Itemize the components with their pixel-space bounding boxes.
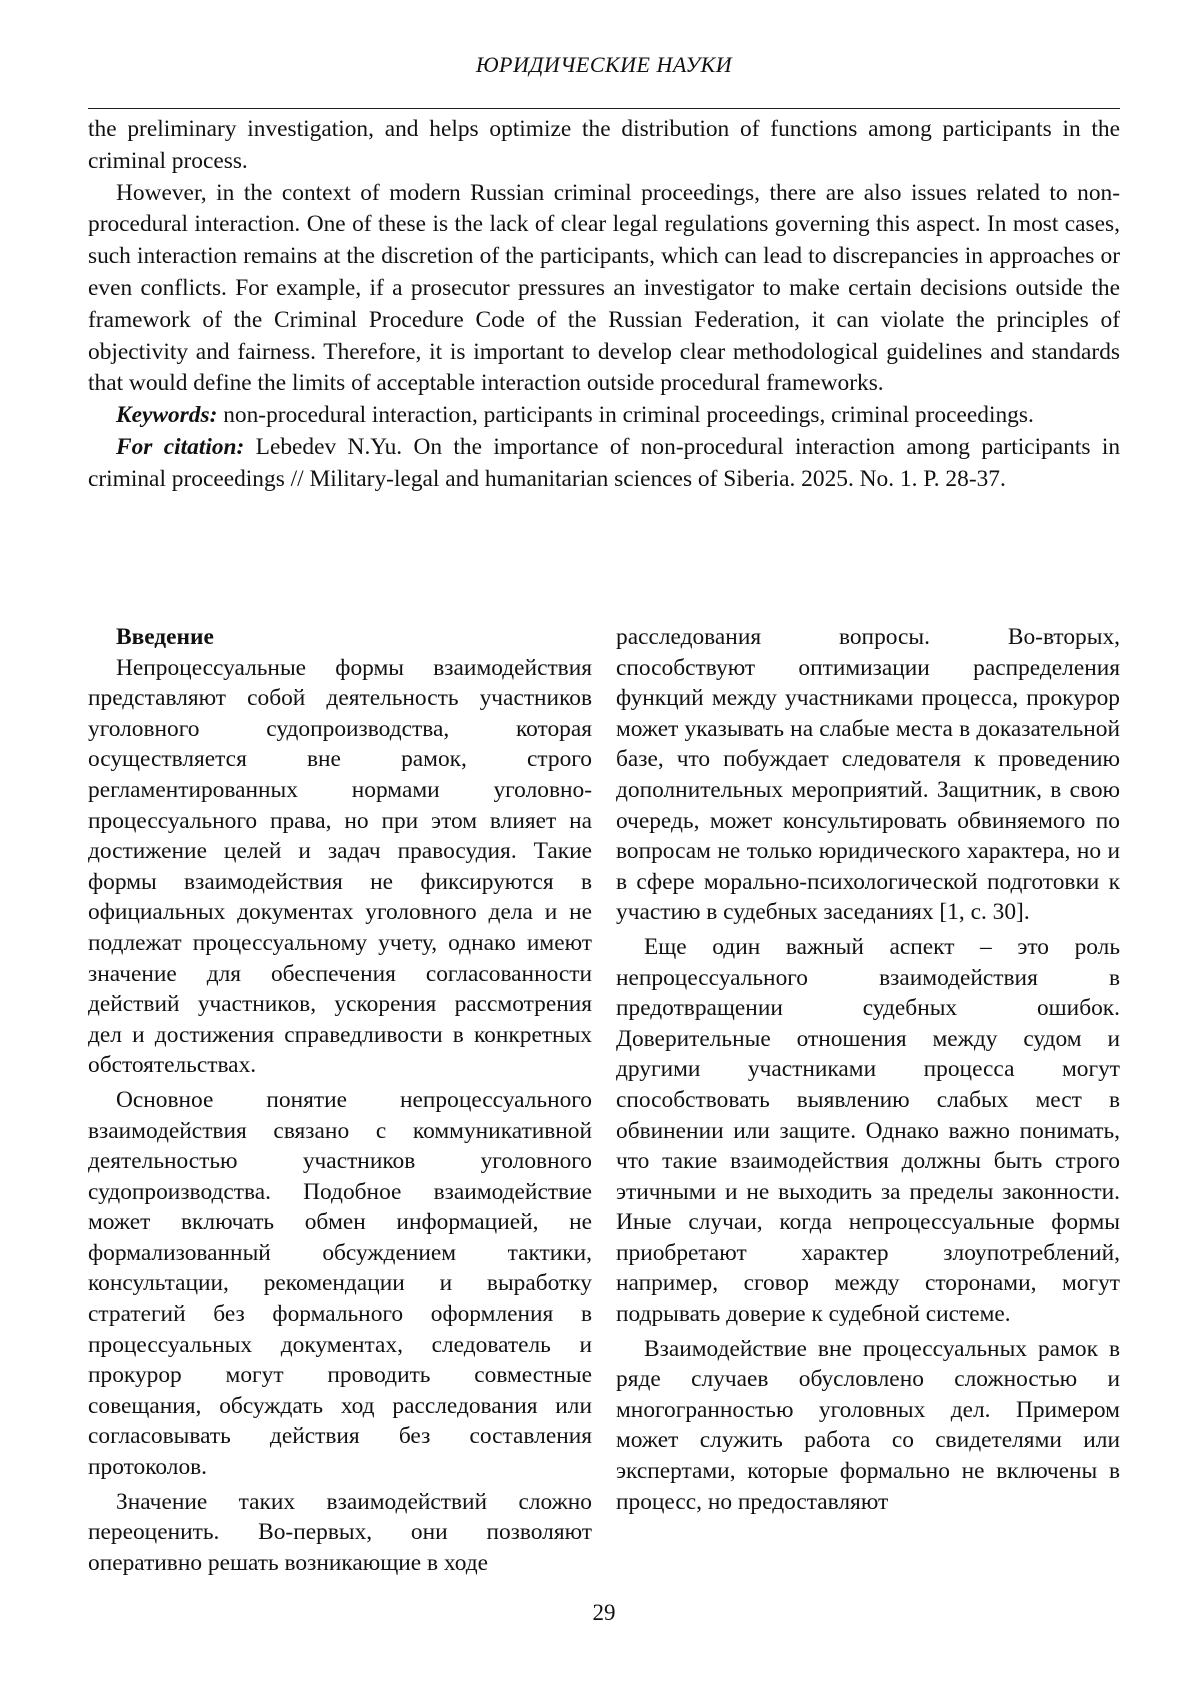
right-paragraph-1: расследования вопросы. Во-вторых, способствуют оптимизации распределения функций между участниками процесса, прокурор может указывать на слабые места в доказательной базе, что побуждает следователя к проведению дополнительных мероприятий. Защитник, в свою очередь, может консультировать обвиняемого по вопросам не только юридического характера, но и в сфере морально-психологической подготовки к участию в судебных заседаниях [1, с. 30]. [616,624,1120,926]
header-rule [88,108,1120,109]
left-column [88,622,592,1578]
left-paragraph-3: Значение таких взаимодействий сложно переоценить. Во-первых, они позволяют оперативно решать возникающие в ходе [88,1488,592,1576]
keywords-line [88,400,1120,432]
keywords-text: non-procedural interaction, participants in criminal proceedings, criminal proceedings. [217,402,1034,429]
abstract-paragraph: However, in the context of modern Russian criminal proceedings, there are also issues related to non-procedural interaction. One of these is the lack of clear legal regulations governing this aspect. In most cases, such interaction remains at the discretion of the participants, which can lead to discrepancies in approaches or even conflicts. For example, if a prosecutor pressures an investigator to make certain decisions outside the framework of the Criminal Procedure Code of the Russian Federation, it can violate the principles of objectivity and fairness. Therefore, it is important to develop clear methodological guidelines and standards that would define the limits of acceptable interaction outside procedural frameworks. [88,179,1120,397]
right-column [616,622,1120,1578]
left-paragraph-1: Непроцессуальные формы взаимодействия представляют собой деятельность участников уголовного судопроизводства, которая осуществляется вне рамок, строго регламентированных нормами уголовно-процессуального права, но при этом влияет на достижение целей и задач правосудия. Такие формы взаимодействия не фиксируются в официальных документах уголовного дела и не подлежат процессуальному учету, однако имеют значение для обеспечения согласованности действий участников, ускорения рассмотрения дел и достижения справедливости в конкретных обстоятельствах. [88,654,592,1079]
running-title: ЮРИДИЧЕСКИЕ НАУКИ [475,52,733,77]
left-paragraph-2: Основное понятие непроцессуального взаимодействия связано с коммуникативной деятельностью участников уголовного судопроизводства. Подобное взаимодействие может включать обмен информацией, не формализованный обсуждением тактики, консультации, рекомендации и выработку стратегий без формального оформления в процессуальных документах, следователь и прокурор могут проводить совместные совещания, обсуждать ход расследования или согласовывать действия без составления протоколов. [88,1086,592,1481]
citation-text: Lebedev N.Yu. On the importance of non-procedural interaction among participants in criminal proceedings // Military-legal and humanitarian sciences of Siberia. 2025. No. 1. P. 28-37. [88,433,1121,492]
english-abstract [88,114,1120,496]
section-heading: Введение [116,624,214,650]
right-paragraph-2: Еще один важный аспект – это роль непроцессуального взаимодействия в предотвращении судебных ошибок. Доверительные отношения между судом и другими участниками процесса могут способствовать выявлению слабых мест в обвинении или защите. Однако важно понимать, что такие взаимодействия должны быть строго этичными и не выходить за пределы законности. Иные случаи, когда непроцессуальные формы приобретают характер злоупотреблений, например, сговор между сторонами, могут подрывать доверие к судебной системе. [616,933,1120,1328]
citation-label: For citation: [116,433,245,460]
citation-line [88,432,1120,496]
body-columns [88,622,1120,1578]
abstract-continuation: the preliminary investigation, and helps optimize the distribution of functions among participants in the criminal process. [88,116,1120,174]
page-number: 29 [592,1600,616,1625]
right-paragraph-3: Взаимодействие вне процессуальных рамок в ряде случаев обусловлено сложностью и многогранностью уголовных дел. Примером может служить работа со свидетелями или экспертами, которые формально не включены в процесс, но предоставляют [616,1335,1120,1515]
keywords-label: Keywords: [116,402,218,429]
